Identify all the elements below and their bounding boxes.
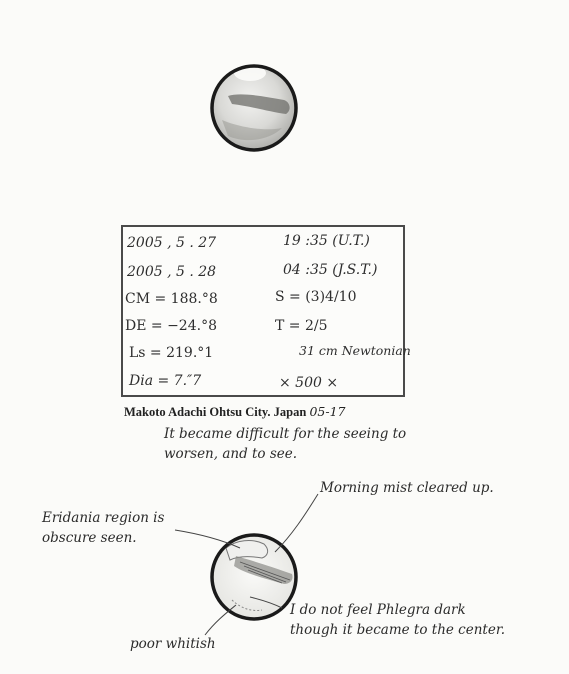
observer-caption (124, 404, 346, 420)
seeing-comment-line1: It became difficult for the seeing to (164, 426, 407, 442)
observation-data-box (121, 225, 411, 397)
jst-date: 2005 , 5 . 28 (127, 264, 217, 280)
ut-time: 19 :35 (U.T.) (283, 233, 370, 249)
phlegra-note (290, 600, 505, 640)
observer-name: Makoto Adachi Ohtsu City. Japan (124, 405, 307, 419)
declination-earth: DE = −24.°8 (125, 318, 217, 334)
mars-disk-bottom (212, 535, 296, 619)
magnification: × 500 × (279, 375, 339, 391)
phlegra-note-line2: though it became to the center. (290, 622, 506, 638)
ut-date: 2005 , 5 . 27 (127, 235, 217, 251)
solar-longitude: Ls = 219.°1 (129, 345, 214, 361)
morning-mist-note: Morning mist cleared up. (320, 480, 494, 496)
eridania-note (42, 508, 164, 548)
eridania-note-line1: Eridania region is (42, 510, 165, 526)
eridania-note-line2: obscure seen. (42, 530, 137, 546)
seeing-value: S = (3)4/10 (275, 289, 357, 305)
jst-time: 04 :35 (J.S.T.) (283, 262, 378, 278)
observation-code: 05-17 (309, 404, 346, 419)
transparency-value: T = 2/5 (275, 318, 328, 334)
mars-disk-top (212, 65, 296, 150)
seeing-comment-line2: worsen, and to see. (164, 446, 298, 462)
seeing-comment (164, 424, 406, 464)
central-meridian: CM = 188.°8 (125, 291, 218, 307)
poor-whitish-note: poor whitish (130, 636, 216, 652)
telescope: 31 cm Newtonian (299, 343, 411, 358)
phlegra-note-line1: I do not feel Phlegra dark (290, 602, 466, 618)
apparent-diameter: Dia = 7.″7 (129, 373, 202, 389)
